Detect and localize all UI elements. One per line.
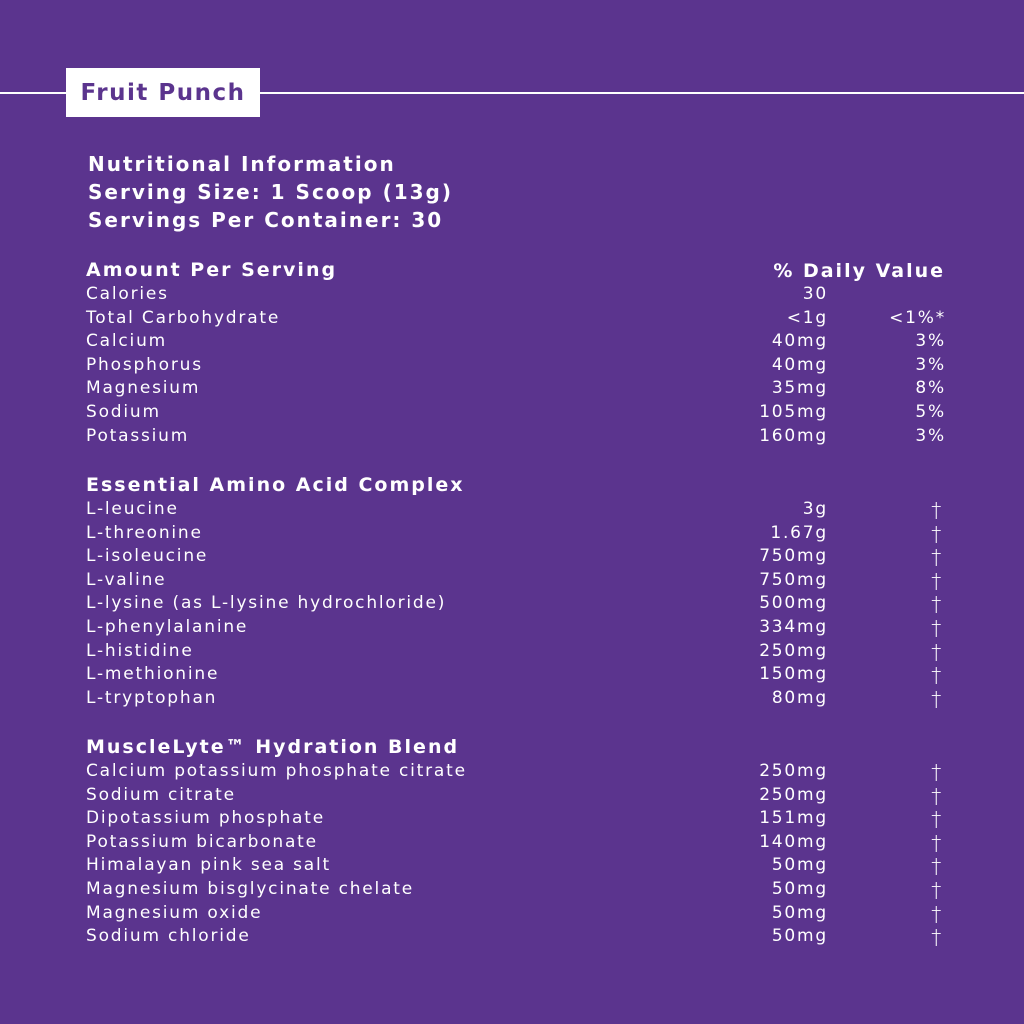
nutrient-name: Magnesium bisglycinate chelate [86,879,415,899]
dagger-mark: † [931,878,943,902]
nutrient-row [86,546,946,570]
nutrient-row [86,808,946,832]
nutrient-row [86,308,946,332]
amount-per-serving-title: Amount Per Serving [86,259,338,281]
nutrient-name: Magnesium oxide [86,902,263,923]
nutrient-amount: 140mg [759,831,828,852]
nutrient-name: L-valine [86,569,167,590]
nutrient-amount: 50mg [771,902,828,923]
nutrient-amount: 1.67g [770,522,828,543]
nutrient-amount: 40mg [771,331,828,352]
flavor-label: Fruit Punch [66,68,260,117]
daily-value: 3% [915,425,946,446]
daily-value: 3% [915,354,946,375]
nutrient-name: L-tryptophan [86,687,218,708]
nutrient-row [86,284,946,308]
nutrient-name: Himalayan pink sea salt [86,855,332,876]
dagger-mark: † [931,854,943,879]
nutrient-row [86,499,946,523]
dagger-mark: † [931,760,943,784]
nutrient-row [86,426,946,450]
nutrient-row [86,926,946,950]
nutrient-amount: 80mg [771,687,828,708]
nutrient-amount: 30 [802,284,828,304]
nutrient-name: Potassium [86,425,190,446]
dagger-mark: † [931,925,943,950]
dagger-mark: † [931,807,943,832]
dagger-mark: † [931,639,943,664]
nutrient-amount: 160mg [759,425,828,446]
nutrient-row [86,402,946,426]
nutrient-amount: 105mg [759,402,828,422]
dagger-mark: † [931,830,943,855]
nutrient-amount: 50mg [771,855,828,876]
nutrient-amount: 250mg [759,784,828,805]
nutrient-amount: <1g [786,307,828,328]
nutrient-name: L-histidine [86,640,194,661]
nutrient-row [86,593,946,617]
dagger-mark: † [931,783,943,808]
nutrient-row [86,785,946,809]
nutrient-row [86,617,946,641]
nutrient-row [86,855,946,879]
amino-complex-title: Essential Amino Acid Complex [86,474,465,496]
nutrient-amount: 40mg [771,354,828,375]
serving-size: Serving Size: 1 Scoop (13g) [88,180,453,204]
nutrient-amount: 151mg [759,808,828,829]
nutrient-row [86,355,946,379]
nutrient-name: L-lysine (as L-lysine hydrochloride) [86,593,447,614]
daily-value: <1%* [889,307,946,328]
nutrient-amount: 250mg [759,761,828,781]
nutrient-row [86,903,946,927]
nutrient-row [86,331,946,355]
nutrient-name: Sodium chloride [86,926,251,947]
nutrient-amount: 3g [802,499,828,519]
dagger-mark: † [931,545,943,570]
nutrient-name: Calories [86,284,169,304]
nutrient-name: L-threonine [86,522,203,543]
nutrient-name: Calcium potassium phosphate citrate [86,761,467,781]
nutrient-name: Sodium citrate [86,784,236,805]
nutrient-row [86,523,946,547]
nutrient-row [86,761,946,785]
daily-value-title: % Daily Value [773,260,945,282]
nutrient-name: L-phenylalanine [86,617,249,637]
daily-value: 3% [915,331,946,352]
dagger-mark: † [931,521,943,546]
nutrient-row [86,664,946,688]
nutrient-name: Total Carbohydrate [86,307,281,328]
nutrient-amount: 35mg [771,378,828,399]
nutrient-name: L-leucine [86,499,179,519]
nutrient-row [86,378,946,402]
nutrient-name: L-methionine [86,664,220,685]
dagger-mark: † [931,686,943,711]
nutrient-row [86,879,946,903]
nutrient-amount: 250mg [759,640,828,661]
daily-value: 8% [915,378,946,399]
dagger-mark: † [931,592,943,617]
nutrient-name: Calcium [86,331,168,352]
nutrient-amount: 50mg [771,926,828,947]
nutrient-amount: 334mg [759,617,828,637]
nutrition-heading: Nutritional Information [88,152,396,176]
nutrient-amount: 750mg [759,546,828,567]
hydration-blend-title: MuscleLyte™ Hydration Blend [86,736,460,758]
servings-per-container: Servings Per Container: 30 [88,208,444,232]
nutrient-name: L-isoleucine [86,546,209,567]
dagger-mark: † [931,568,943,593]
nutrient-name: Phosphorus [86,354,203,375]
nutrient-row [86,641,946,665]
nutrient-name: Dipotassium phosphate [86,808,325,829]
nutrient-amount: 50mg [771,879,828,899]
nutrient-row [86,832,946,856]
nutrient-name: Magnesium [86,378,201,399]
dagger-mark: † [931,901,943,926]
dagger-mark: † [931,498,943,522]
nutrient-name: Potassium bicarbonate [86,831,318,852]
nutrient-amount: 750mg [759,569,828,590]
nutrient-amount: 500mg [759,593,828,614]
dagger-mark: † [931,616,943,640]
nutrient-row [86,688,946,712]
nutrient-amount: 150mg [759,664,828,685]
daily-value: 5% [915,402,946,422]
nutrient-name: Sodium [86,402,161,422]
nutrient-row [86,570,946,594]
dagger-mark: † [931,663,943,688]
